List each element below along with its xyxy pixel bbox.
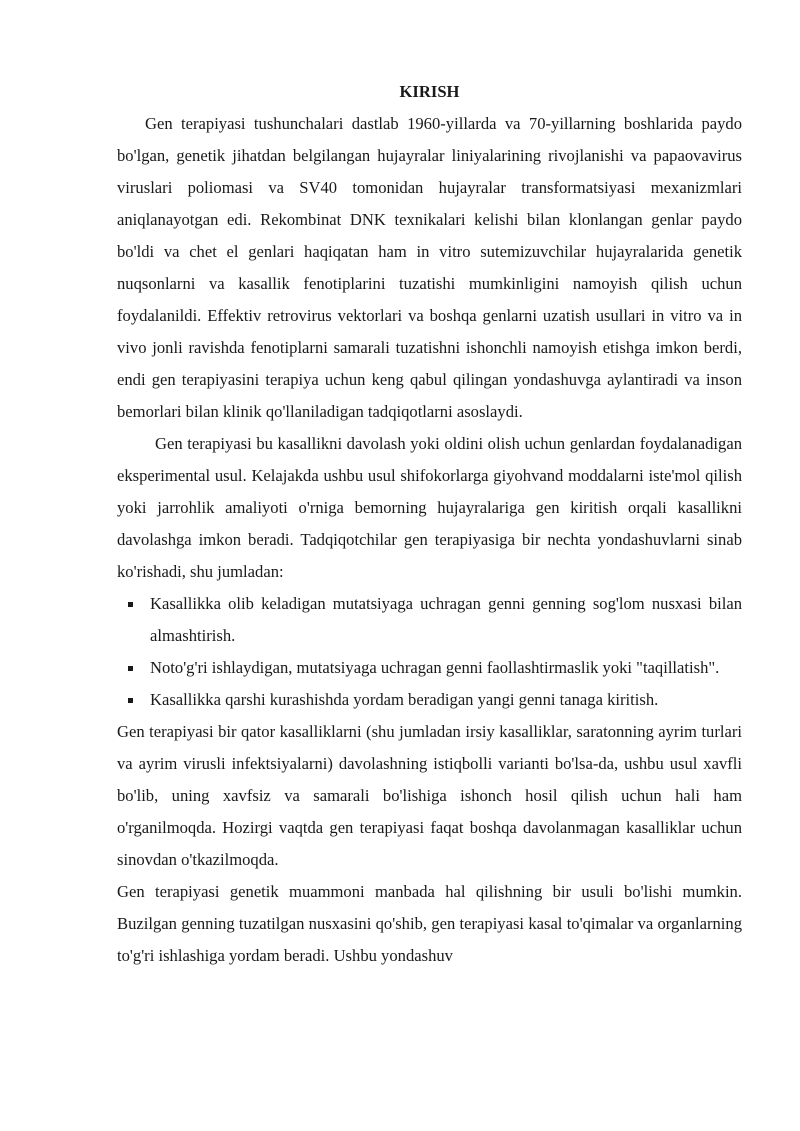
list-item	[117, 652, 742, 684]
approaches-list	[117, 588, 742, 716]
paragraph-definition: Gen terapiyasi bu kasallikni davolash yoki oldini olish uchun genlardan foydalanadigan eksperimental usul. Kelajakda ushbu usul shifokorlarga giyohvand moddalarni iste'mol qilish yoki jarrohlik amaliyoti o'rniga bemorning hujayralariga gen kiritish orqali kasallikni davolashga imkon beradi. Tadqiqotchilar gen terapiyasiga bir nechta yondashuvlarni sinab ko'rishadi, shu jumladan:	[117, 434, 742, 581]
paragraph-intro: Gen terapiyasi tushunchalari dastlab 1960-yillarda va 70-yillarning boshlarida paydo bo'lgan, genetik jihatdan belgilangan hujayralar liniyalarining rivojlanishi va papaovavirus viruslari poliomasi va SV40 tomonidan hujayralar transformatsiyasi mexanizmlari aniqlanayotgan edi. Rekombinat DNK texnikalari kelishi bilan klonlangan genlar paydo bo'ldi va chet el genlari haqiqatan ham in vitro sutemizuvchilar hujayralarida genetik nuqsonlarni va kasallik fenotiplarini tuzatishi mumkinligini namoyish qilish uchun foydalanildi. Effektiv retrovirus vektorlari va boshqa genlarni uzatish usullari in vitro va in vivo jonli ravishda fenotiplarni samarali tuzatishni ishonchli namoyish etishga imkon berdi, endi gen terapiyasini terapiya uchun keng qabul qilingan yondashuvga aylantiradi va inson bemorlari bilan klinik qo'llaniladigan tadqiqotlarni asoslaydi.	[117, 114, 742, 421]
bullet-icon	[128, 602, 133, 607]
document-body	[117, 76, 742, 972]
list-item-text: Kasallikka qarshi kurashishda yordam beradigan yangi genni tanaga kiritish.	[150, 690, 659, 709]
document-title: KIRISH	[399, 82, 460, 101]
list-item	[117, 684, 742, 716]
paragraph-risks: Gen terapiyasi bir qator kasalliklarni (shu jumladan irsiy kasalliklar, saratonning ayrim turlari va ayrim virusli infektsiyalarni) davolashning istiqbolli varianti bo'lsa-da, ushbu usul xavfli bo'lib, uning xavfsiz va samarali bo'lishiga ishonch hosil qilish uchun hali ham o'rganilmoqda. Hozirgi vaqtda gen terapiyasi faqat boshqa davolanmagan kasalliklar uchun sinovdan o'tkazilmoqda.	[117, 722, 742, 869]
list-item-text: Kasallikka olib keladigan mutatsiyaga uchragan genni genning sog'lom nusxasi bilan almashtirish.	[150, 594, 742, 645]
paragraph-approach: Gen terapiyasi genetik muammoni manbada hal qilishning bir usuli bo'lishi mumkin. Buzilgan genning tuzatilgan nusxasini qo'shib, gen terapiyasi kasal to'qimalar va organlarning to'g'ri ishlashiga yordam beradi. Ushbu yondashuv	[117, 882, 742, 965]
bullet-icon	[128, 698, 133, 703]
list-item-text: Noto'g'ri ishlaydigan, mutatsiyaga uchragan genni faollashtirmaslik yoki "taqillatish".	[150, 658, 720, 677]
list-item	[117, 588, 742, 652]
bullet-icon	[128, 666, 133, 671]
